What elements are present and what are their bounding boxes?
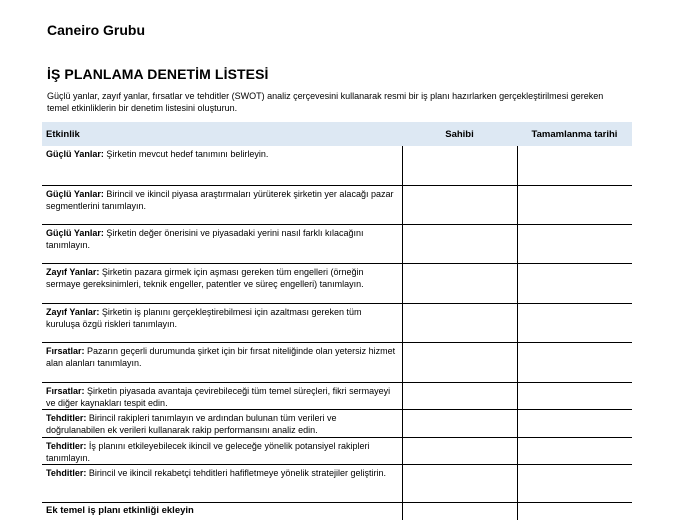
activity-label: Güçlü Yanlar: bbox=[46, 149, 104, 159]
table-row bbox=[42, 343, 632, 383]
owner-cell[interactable] bbox=[402, 304, 517, 343]
activity-cell[interactable] bbox=[42, 465, 402, 503]
completion-date-cell[interactable] bbox=[517, 304, 632, 343]
activity-label: Güçlü Yanlar: bbox=[46, 228, 104, 238]
activity-label: Tehditler: bbox=[46, 413, 87, 423]
description: Güçlü yanlar, zayıf yanlar, fırsatlar ve tehditler (SWOT) analiz çerçevesini kullanarak resmi bir iş planı hazırlarken gerçekleştirilmesi gereken temel etkinliklerin bir denetim listesini oluşturun. bbox=[47, 91, 604, 113]
completion-date-cell[interactable] bbox=[517, 225, 632, 264]
header-completion-date: Tamamlanma tarihi bbox=[517, 122, 632, 146]
completion-date-cell[interactable] bbox=[517, 438, 632, 465]
header-row bbox=[42, 122, 632, 146]
owner-cell[interactable] bbox=[402, 186, 517, 225]
company-name: Caneiro Grubu bbox=[47, 22, 146, 38]
activity-label: Güçlü Yanlar: bbox=[46, 189, 104, 199]
completion-date-cell[interactable] bbox=[517, 264, 632, 304]
activity-cell[interactable] bbox=[42, 343, 402, 383]
table-row bbox=[42, 225, 632, 264]
owner-cell[interactable] bbox=[402, 146, 517, 186]
table-row bbox=[42, 438, 632, 465]
table-row bbox=[42, 264, 632, 304]
activity-label: Zayıf Yanlar: bbox=[46, 307, 100, 317]
activity-cell[interactable] bbox=[42, 225, 402, 264]
activity-text: Şirketin iş planını gerçekleştirebilmesi için azaltması gereken tüm kuruluşa özgü riskleri tanımlayın. bbox=[46, 307, 362, 329]
activity-cell[interactable] bbox=[42, 304, 402, 343]
table-row bbox=[42, 186, 632, 225]
activity-label: Zayıf Yanlar: bbox=[46, 267, 100, 277]
activity-label: Tehditler: bbox=[46, 468, 87, 478]
completion-date-cell[interactable] bbox=[517, 146, 632, 186]
activity-text: Şirketin piyasada avantaja çevirebileceği tüm temel süreçleri, fikri sermayeyi ve diğer kaynakları tespit edin. bbox=[46, 386, 391, 408]
completion-date-cell[interactable] bbox=[517, 343, 632, 383]
table-row bbox=[42, 146, 632, 186]
owner-cell[interactable] bbox=[402, 343, 517, 383]
activity-text: Birincil rakipleri tanımlayın ve ardından bulunan tüm verileri ve doğrulanabilen ek verileri kullanarak rakip performansını analiz edin. bbox=[46, 413, 337, 435]
owner-cell[interactable] bbox=[402, 225, 517, 264]
owner-cell[interactable] bbox=[402, 503, 517, 520]
header-owner: Sahibi bbox=[402, 122, 517, 146]
header-activity: Etkinlik bbox=[42, 122, 402, 146]
activity-text: Şirketin mevcut hedef tanımını belirleyin. bbox=[103, 149, 269, 159]
activity-cell[interactable] bbox=[42, 146, 402, 186]
activity-label: Tehditler: bbox=[46, 441, 87, 451]
owner-cell[interactable] bbox=[402, 410, 517, 438]
add-activity-cell[interactable]: Ek temel iş planı etkinliği ekleyin bbox=[46, 505, 194, 516]
activity-label: Fırsatlar: bbox=[46, 386, 85, 396]
completion-date-cell[interactable] bbox=[517, 503, 632, 520]
activity-text: İş planını etkileyebilecek ikincil ve geleceğe yönelik potansiyel rakipleri tanımlayın. bbox=[46, 441, 370, 463]
activity-cell[interactable] bbox=[42, 438, 402, 465]
owner-cell[interactable] bbox=[402, 383, 517, 410]
table-row bbox=[42, 410, 632, 438]
activity-text: Birincil ve ikincil rekabetçi tehditleri hafifletmeye yönelik stratejiler geliştirin. bbox=[86, 468, 386, 478]
completion-date-cell[interactable] bbox=[517, 410, 632, 438]
activity-cell[interactable] bbox=[42, 186, 402, 225]
owner-cell[interactable] bbox=[402, 438, 517, 465]
table-row-add bbox=[42, 503, 632, 520]
completion-date-cell[interactable] bbox=[517, 186, 632, 225]
table-row bbox=[42, 465, 632, 503]
owner-cell[interactable] bbox=[402, 465, 517, 503]
completion-date-cell[interactable] bbox=[517, 383, 632, 410]
table-row bbox=[42, 304, 632, 343]
activity-cell[interactable] bbox=[42, 410, 402, 438]
checklist-table bbox=[42, 122, 632, 520]
activity-text: Birincil ve ikincil piyasa araştırmaları yürüterek şirketin yer alacağı pazar segmentlerini tanımlayın. bbox=[46, 189, 394, 211]
activity-label: Fırsatlar: bbox=[46, 346, 85, 356]
activity-cell[interactable] bbox=[42, 264, 402, 304]
completion-date-cell[interactable] bbox=[517, 465, 632, 503]
owner-cell[interactable] bbox=[402, 264, 517, 304]
activity-text: Şirketin pazara girmek için aşması gereken tüm engelleri (örneğin sermaye gereksinimleri, teknik engeller, patentler ve süreç engelleri) tanımlayın. bbox=[46, 267, 364, 289]
activity-cell[interactable] bbox=[42, 383, 402, 410]
activity-text: Pazarın geçerli durumunda şirket için bir fırsat niteliğinde olan yetersiz hizmet alan alanları tanımlayın. bbox=[46, 346, 396, 368]
table-row bbox=[42, 383, 632, 410]
page-title: İŞ PLANLAMA DENETİM LİSTESİ bbox=[47, 66, 269, 82]
activity-text: Şirketin değer önerisini ve piyasadaki yerini nasıl farklı kılacağını tanımlayın. bbox=[46, 228, 364, 250]
